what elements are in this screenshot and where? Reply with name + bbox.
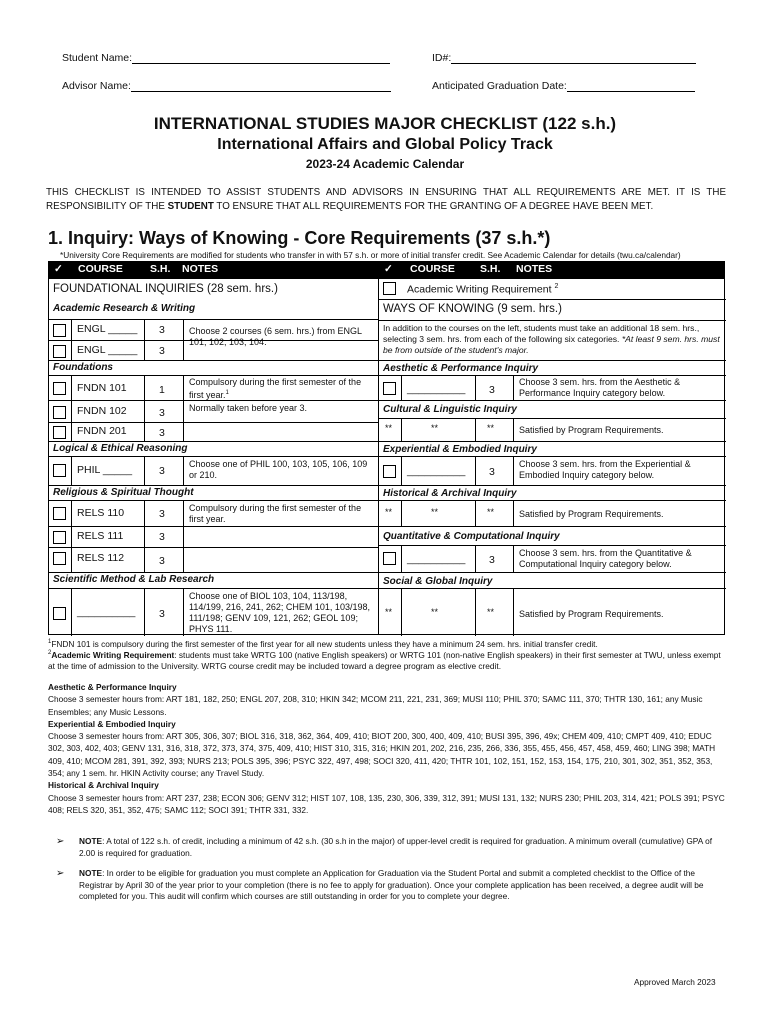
course-note: Choose 2 courses (6 sem. hrs.) from ENGL 101, 102, 103, 104. xyxy=(189,326,362,347)
course-note: Choose one of PHIL 100, 103, 105, 106, 109 or 210. xyxy=(189,459,368,480)
course-name: __________ xyxy=(77,606,136,618)
table-row: ** ** ** Satisfied by Program Requirements. xyxy=(379,588,726,636)
course-note: Satisfied by Program Requirements. xyxy=(519,609,664,619)
foundational-heading: FOUNDATIONAL INQUIRIES (28 sem. hrs.) xyxy=(53,283,278,295)
checkbox[interactable] xyxy=(383,282,396,295)
checkbox[interactable] xyxy=(383,382,396,395)
table-row xyxy=(49,422,378,441)
table-row: ** ** ** Satisfied by Program Requirements. xyxy=(379,500,726,526)
category-lists xyxy=(48,681,728,816)
course-header-right: COURSE xyxy=(410,263,455,275)
table-row xyxy=(49,375,378,400)
table-row xyxy=(379,545,726,572)
table-row: ** ** ** Satisfied by Program Requirements. xyxy=(379,418,726,441)
social-heading: Social & Global Inquiry xyxy=(383,576,493,587)
course-name: __________ xyxy=(407,383,466,395)
checkbox[interactable] xyxy=(53,507,66,520)
check-header-icon-right: ✓ xyxy=(384,263,393,275)
course-name: RELS 112 xyxy=(77,552,125,564)
awr-label: Academic Writing Requirement $^2$ xyxy=(407,283,559,296)
experiential-list-title: Experiential & Embodied Inquiry xyxy=(48,718,176,729)
course-note: Choose 3 sem. hrs. from the Aesthetic & Performance Inquiry category below. xyxy=(519,377,681,398)
course-sh: 3 xyxy=(159,465,165,477)
experiential-heading: Experiential & Embodied Inquiry xyxy=(383,444,537,455)
course-sh: 3 xyxy=(159,508,165,520)
footnote-2: $^2$Academic Writing Requirement: students must take WRTG 100 (native English speakers) or WRTG 101 (non-native English speakers) in their first semester at TWU, unless exempt at the time of admission to the University. WRTG course credit may be included toward a degree program as elective credit. xyxy=(48,649,721,671)
note-graduation: ➢ NOTE: In order to be eligible for graduation you must complete an Application for Graduation via the Student Portal and submit a completed checklist to the Office of the Registrar by April 30 of the year prior to your completion (there is no fee to apply for graduation). Once your complete application has been received, a degree audit will be completed for you. This audit will confirm which courses are still outstanding in order for you to complete your degree. xyxy=(56,868,704,901)
checkbox[interactable] xyxy=(53,607,66,620)
course-note: Satisfied by Program Requirements. xyxy=(519,509,664,519)
id-label: ID#: xyxy=(432,52,452,64)
historical-list: Choose 3 semester hours from: ART 237, 238; ECON 306; GENV 312; HIST 107, 108, 135, 230, 306, 339, 312, 391; MUSI 131, 132; NURS 230; PHIL 203, 314, 421; POLS 391; PSYC 408; RELS 320, 351, 352, 475; SAMC 112; SOCI 391; THTR 331, 332. xyxy=(48,792,725,815)
checkbox[interactable] xyxy=(383,552,396,565)
course-sh: 3 xyxy=(159,555,165,567)
course-note: Choose 3 sem. hrs. from the Quantitative & Computational Inquiry category below. xyxy=(519,548,692,569)
notes-header: NOTES xyxy=(182,263,219,275)
table-row xyxy=(49,456,378,485)
course-name: ENGL _____ xyxy=(77,344,138,356)
sh-header: S.H. xyxy=(150,263,171,275)
notes-header-right: NOTES xyxy=(516,263,553,275)
checkbox[interactable] xyxy=(53,426,66,439)
aesthetic-list: Choose 3 semester hours from: ART 181, 182, 250; ENGL 207, 208, 310; HKIN 342; MCOM 211, 221, 231, 369; MUSI 110; PHIL 370; SAMC 111, 370; THTR 130, 161; any Music Ensembles; any Music Lessons. xyxy=(48,694,703,717)
graduation-date-field[interactable] xyxy=(432,80,695,92)
course-name: FNDN 201 xyxy=(77,425,127,437)
course-name: __________ xyxy=(407,465,466,477)
course-name: FNDN 101 xyxy=(77,382,127,394)
course-sh: 3 xyxy=(159,407,165,419)
table-row xyxy=(49,526,378,547)
id-field[interactable] xyxy=(432,52,696,64)
foundations-heading: Foundations xyxy=(53,362,113,373)
ways-note: In addition to the courses on the left, students must take an additional 18 sem. hrs., selecting 3 sem. hrs. from each of the following six categories. *At least 9 sem. hrs. must be from outside of the student's major. xyxy=(383,323,720,355)
course-name: __________ xyxy=(407,553,466,565)
table-row xyxy=(379,456,726,485)
ways-heading: WAYS OF KNOWING (9 sem. hrs.) xyxy=(383,303,562,315)
advisor-name-label: Advisor Name: xyxy=(62,80,131,92)
quantitative-heading: Quantitative & Computational Inquiry xyxy=(383,531,560,542)
checkbox[interactable] xyxy=(53,552,66,565)
course-sh: 3 xyxy=(489,466,495,478)
course-note: Normally taken before year 3. xyxy=(189,403,308,413)
course-sh: 3 xyxy=(159,427,165,439)
table-row xyxy=(49,340,378,360)
student-name-label: Student Name: xyxy=(62,52,133,64)
course-sh: 3 xyxy=(159,531,165,543)
course-note: Compulsory during the first semester of the first year. xyxy=(189,503,362,524)
graduation-date-line[interactable] xyxy=(567,81,695,92)
aesthetic-list-title: Aesthetic & Performance Inquiry xyxy=(48,682,177,692)
course-name: FNDN 102 xyxy=(77,405,127,417)
checkbox[interactable] xyxy=(53,464,66,477)
student-name-line[interactable] xyxy=(132,53,390,64)
student-name-field[interactable] xyxy=(62,52,390,64)
course-name: RELS 111 xyxy=(77,530,124,542)
note-credit: ➢ NOTE: A total of 122 s.h. of credit, including a minimum of 42 s.h. (30 s.h in the major) of upper-level credit is required for graduation. A minimum overall (cumulative) GPA of 2.00 is required for graduation. xyxy=(56,836,713,858)
main-title: INTERNATIONAL STUDIES MAJOR CHECKLIST (122 s.h.) xyxy=(153,114,617,133)
approved-date: Approved March 2023 xyxy=(634,977,716,987)
advisor-name-field[interactable] xyxy=(62,80,391,92)
sh-header-right: S.H. xyxy=(480,263,501,275)
course-header: COURSE xyxy=(78,263,123,275)
footnote-1: $^1$FNDN 101 is compulsory during the first semester of the first year for all new students unless they have a minimum 24 sem. hrs. initial transfer credit. xyxy=(48,638,598,649)
checkbox[interactable] xyxy=(383,465,396,478)
section-note: *University Core Requirements are modified for students who transfer in with 57 s.h. or more of initial transfer credit. See Academic Calendar for details (twu.ca/calendar) xyxy=(60,250,681,260)
course-sh: 3 xyxy=(489,554,495,566)
course-note: Choose 3 sem. hrs. from the Experiential & Embodied Inquiry category below. xyxy=(519,459,691,480)
course-name: PHIL _____ xyxy=(77,464,133,476)
course-note: Choose one of BIOL 103, 104, 113/198, 114/199, 216, 241, 262; CHEM 101, 103/198, 111/198; GENV 109, 121, 262; GEOL 109; PHYS 111. xyxy=(189,591,370,634)
checkbox[interactable] xyxy=(53,345,66,358)
track-title: International Affairs and Global Policy Track xyxy=(217,136,553,153)
course-sh: 3 xyxy=(489,384,495,396)
requirements-table xyxy=(48,278,725,635)
scientific-heading: Scientific Method & Lab Research xyxy=(53,574,215,585)
cultural-heading: Cultural & Linguistic Inquiry xyxy=(383,404,517,415)
checkbox[interactable] xyxy=(53,406,66,419)
aesthetic-heading: Aesthetic & Performance Inquiry xyxy=(383,363,539,374)
course-sh: 3 xyxy=(159,324,165,336)
calendar-title: 2023-24 Academic Calendar xyxy=(305,157,465,171)
historical-list-title: Historical & Archival Inquiry xyxy=(48,780,159,791)
advisor-name-line[interactable] xyxy=(131,81,391,92)
check-header-icon: ✓ xyxy=(54,263,63,275)
table-row xyxy=(49,500,378,526)
table-row xyxy=(49,400,378,422)
course-sh: 1 xyxy=(159,384,165,396)
checkbox[interactable] xyxy=(53,531,66,544)
experiential-list: Choose 3 semester hours from: ART 305, 306, 307; BIOL 316, 318, 362, 364, 409, 410; BIOT 200, 300, 400, 409, 410; BUSI 395, 396, 49x; CHEM 409, 410; CMPT 409, 410; EDUC 302, 303, 402, 403; GENV 131, 316, 318, 372, 373, 374, 375, 409, 410; HIST 310, 315, 316; HKIN 201, 202, 216, 235, 266, 336, 355, 455, 456, 457, 458, 459, 460; LING 398; MATH 409, 410; MCOM 281, 391, 392, 393; NURS 213; POLS 395, 396; PSYC 322, 497, 498; SOCI 320, 411, 420; THTR 101, 102, 151, 152, 153, 154, 175, 210, 301, 302, 351, 352, 353, 354; any 1 sem. hr. HKIN Activity course; any Travel Study. xyxy=(48,731,716,779)
table-row xyxy=(379,375,726,400)
logical-heading: Logical & Ethical Reasoning xyxy=(53,443,188,454)
arrow-icon: ➢ xyxy=(56,868,65,879)
table-row xyxy=(49,319,378,347)
course-sh: 3 xyxy=(159,608,165,620)
table-row xyxy=(379,279,726,299)
graduation-date-label: Anticipated Graduation Date: xyxy=(432,80,567,92)
arrow-icon: ➢ xyxy=(56,836,65,847)
checkbox[interactable] xyxy=(53,324,66,337)
table-row xyxy=(49,588,378,636)
course-note: Compulsory during the first semester of the first year.$^1$ xyxy=(189,377,362,400)
checkbox[interactable] xyxy=(53,382,66,395)
historical-heading: Historical & Archival Inquiry xyxy=(383,488,517,499)
academic-research-heading: Academic Research & Writing xyxy=(53,303,196,314)
table-row xyxy=(49,547,378,572)
course-sh: 3 xyxy=(159,345,165,357)
course-name: RELS 110 xyxy=(77,507,125,519)
course-name: ENGL _____ xyxy=(77,323,138,335)
id-line[interactable] xyxy=(451,53,696,64)
course-note: Satisfied by Program Requirements. xyxy=(519,425,664,435)
table-header xyxy=(48,261,725,278)
section-title: 1. Inquiry: Ways of Knowing - Core Requirements (37 s.h.*) xyxy=(48,228,551,248)
intro-text: THIS CHECKLIST IS INTENDED TO ASSIST STUDENTS AND ADVISORS IN ENSURING THAT ALL REQUIREMENTS ARE MET. IT IS THE RESPONSIBILITY OF THE STUDENT TO ENSURE THAT ALL REQUIREMENTS FOR THE GRANTING OF A DEGREE HAVE BEEN MET. xyxy=(46,187,726,212)
religious-heading: Religious & Spiritual Thought xyxy=(53,487,194,498)
